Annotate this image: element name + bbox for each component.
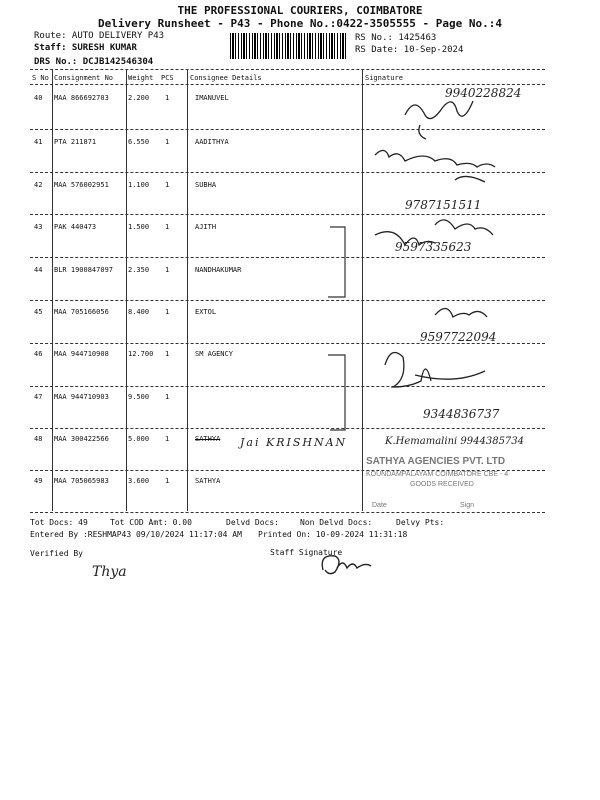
row-consignee: AADITHYA <box>195 138 229 146</box>
row-sno: 42 <box>34 181 43 189</box>
verified-by-label: Verified By <box>30 549 83 558</box>
row-sno: 40 <box>34 94 43 102</box>
row-pcs: 1 <box>165 223 170 231</box>
col-pcs-header: PCS <box>161 74 174 82</box>
col-consignment-header: Consignment No <box>54 74 114 82</box>
row-consignee: SUBHA <box>195 181 217 189</box>
row-pcs: 1 <box>165 350 170 358</box>
stamp-date-label: Date <box>372 502 387 509</box>
drs-number: DRS No.: DCJB142546304 <box>34 57 154 67</box>
row-consignee-struck: SATHYA <box>195 435 221 443</box>
col-consignee-header: Consignee Details <box>190 74 262 82</box>
row-consignee: EXTOL <box>195 308 217 316</box>
sig-note-40: 9940228824 <box>445 86 522 100</box>
stamp-received: GOODS RECEIVED <box>410 481 474 488</box>
row-pcs: 1 <box>165 266 170 274</box>
row-consignee: IMANUVEL <box>195 94 229 102</box>
stamp-sign-label: Sign <box>460 502 475 509</box>
col-divider <box>52 70 53 511</box>
col-signature-header: Signature <box>365 74 403 82</box>
row-sno: 43 <box>34 223 43 231</box>
row-weight: 3.600 <box>128 477 150 485</box>
handwritten-correction: Jai KRISHNAN <box>240 436 348 449</box>
table-bottom-rule <box>30 512 545 513</box>
row-consignment: MAA 576002951 <box>54 181 109 189</box>
stamp-company: SATHYA AGENCIES PVT. LTD <box>366 456 506 467</box>
staff-signature-scribble <box>315 550 375 580</box>
row-consignment: MAA 866692703 <box>54 94 109 102</box>
printed-on: Printed On: 10-09-2024 11:31:18 <box>258 530 408 539</box>
row-weight: 8.400 <box>128 308 150 316</box>
col-divider <box>126 70 127 511</box>
rs-date: RS Date: 10-Sep-2024 <box>355 45 464 55</box>
row-sno: 48 <box>34 435 43 443</box>
col-divider <box>187 70 188 511</box>
staff-label: Staff: SURESH KUMAR <box>34 43 137 53</box>
rs-number: RS No.: 1425463 <box>355 33 437 43</box>
row-sno: 45 <box>34 308 43 316</box>
row-weight: 2.200 <box>128 94 150 102</box>
sig-note-45: 9597722094 <box>420 330 497 344</box>
staff-signature-label: Staff Signature <box>270 548 343 557</box>
stamp-address: KOUNDAMPALAYAM COIMBATORE CBE - 4 <box>366 471 509 478</box>
sig-note-42: 9787151511 <box>405 198 482 212</box>
barcode-image <box>230 33 348 59</box>
row-sno: 44 <box>34 266 43 274</box>
row-sno: 47 <box>34 393 43 401</box>
total-cod-amount: Tot COD Amt: 0.00 <box>110 518 192 527</box>
row-weight: 2.350 <box>128 266 150 274</box>
row-consignment: PTA 211871 <box>54 138 97 146</box>
row-sno: 46 <box>34 350 43 358</box>
table-top-rule <box>30 69 545 70</box>
row-consignment: MAA 944710908 <box>54 350 109 358</box>
row-consignee: SATHYA <box>195 477 221 485</box>
row-weight: 1.500 <box>128 223 150 231</box>
row-weight: 9.500 <box>128 393 150 401</box>
verifier-signature: Thya <box>92 564 127 580</box>
row-sno: 41 <box>34 138 43 146</box>
delivery-points: Delvy Pts: <box>396 518 445 527</box>
sig-note-47: 9344836737 <box>423 407 500 421</box>
row-weight: 5.000 <box>128 435 150 443</box>
row-pcs: 1 <box>165 94 170 102</box>
row-consignee: SM AGENCY <box>195 350 233 358</box>
total-docs: Tot Docs: 49 <box>30 518 88 527</box>
row-pcs: 1 <box>165 138 170 146</box>
row-pcs: 1 <box>165 435 170 443</box>
row-pcs: 1 <box>165 393 170 401</box>
row-weight: 6.550 <box>128 138 150 146</box>
row-consignment: MAA 705065983 <box>54 477 109 485</box>
non-delivered-docs: Non Delvd Docs: <box>300 518 373 527</box>
col-divider <box>362 70 363 511</box>
row-consignment: MAA 705166056 <box>54 308 109 316</box>
route-label: Route: AUTO DELIVERY P43 <box>34 31 165 41</box>
row-consignee: AJITH <box>195 223 217 231</box>
delivered-docs: Delvd Docs: <box>226 518 279 527</box>
row-weight: 1.100 <box>128 181 150 189</box>
row-sno: 49 <box>34 477 43 485</box>
col-weight-header: Weight <box>128 74 154 82</box>
sig-note-44: 9597335623 <box>395 240 472 254</box>
row-pcs: 1 <box>165 181 170 189</box>
row-weight: 12.700 <box>128 350 154 358</box>
runsheet-title: Delivery Runsheet - P43 - Phone No.:0422-3505555 - Page No.:4 <box>98 17 502 30</box>
sig-note-48: K.Hemamalini 9944385734 <box>385 436 525 447</box>
entered-by: Entered By :RESHMAP43 09/10/2024 11:17:04 AM <box>30 530 242 539</box>
row-consignment: BLR 1900847097 <box>54 266 114 274</box>
company-title: THE PROFESSIONAL COURIERS, COIMBATORE <box>177 4 423 17</box>
row-consignment: MAA 944710903 <box>54 393 109 401</box>
row-pcs: 1 <box>165 477 170 485</box>
row-pcs: 1 <box>165 308 170 316</box>
row-consignee: NANDHAKUMAR <box>195 266 242 274</box>
handwritten-brackets <box>300 215 360 435</box>
col-sno-header: S No <box>32 74 49 82</box>
row-consignment: MAA 300422566 <box>54 435 109 443</box>
row-consignment: PAK 440473 <box>54 223 97 231</box>
